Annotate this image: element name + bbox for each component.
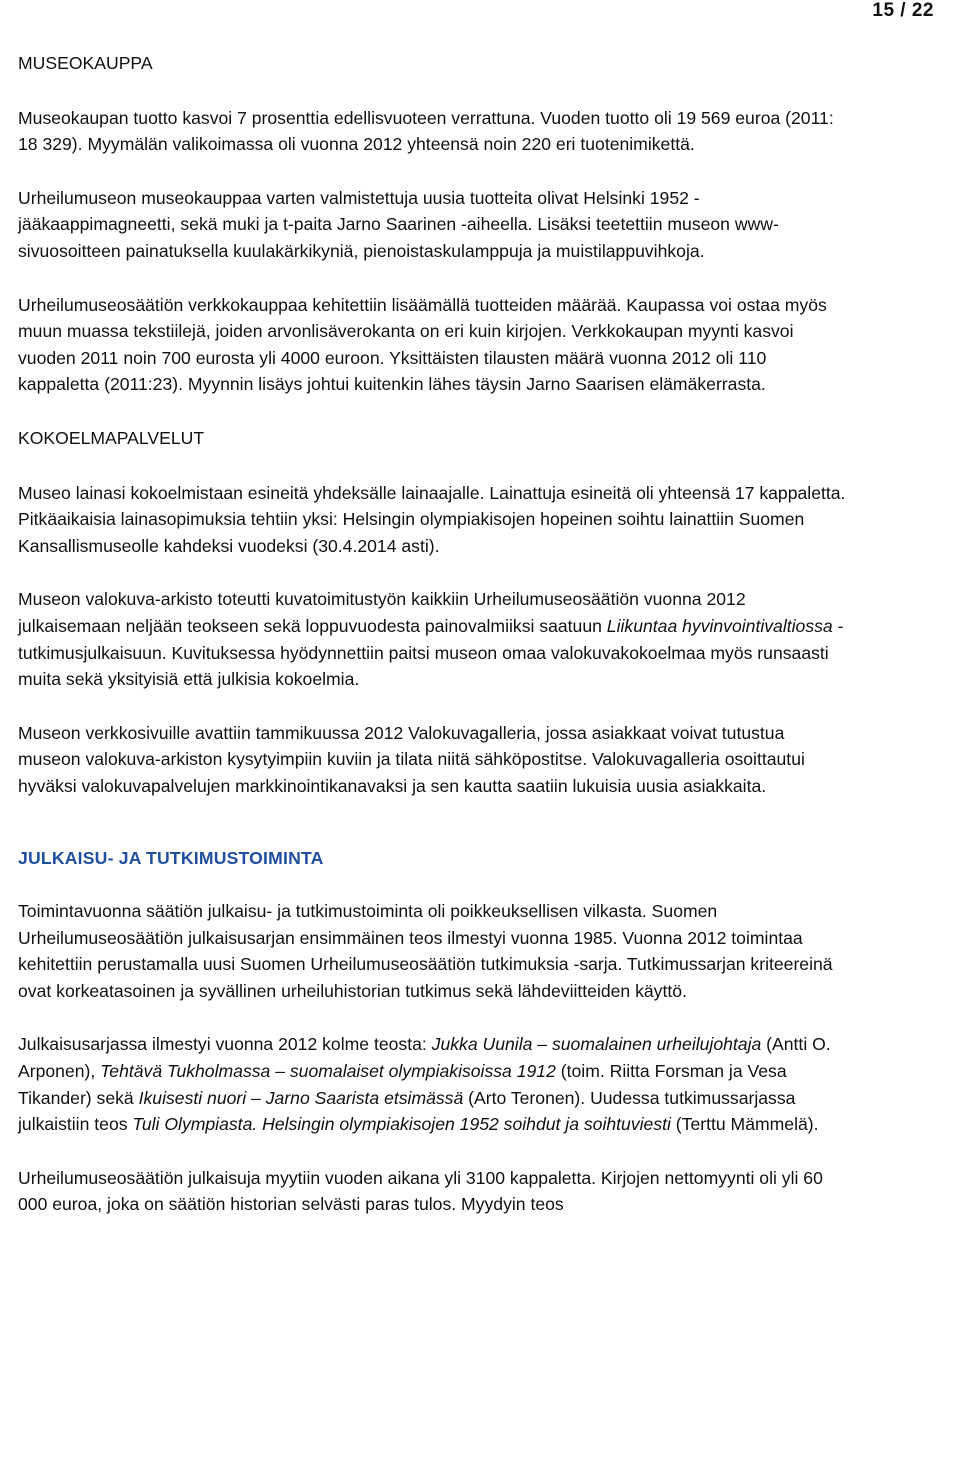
publication-title: Tehtävä Tukholmassa – suomalaiset olympiakisoissa 1912 <box>100 1061 556 1082</box>
paragraph: Museo lainasi kokoelmistaan esineitä yhdeksälle lainaajalle. Lainattuja esineitä oli yhteensä 17 kappaletta. Pitkäaikaisia lainasopimuksia tehtiin yksi: Helsingin olympiakisojen hopeinen soihtu lainattiin Suomen Kansallismuseolle kahdeksi vuodeksi (30.4.2014 asti). <box>18 482 846 556</box>
text-run: (Arto Teronen). Uudessa tutkimussarjassa julkaistiin teos <box>18 1087 796 1135</box>
section-heading-julkaisu: JULKAISU- JA TUTKIMUSTOIMINTA <box>18 848 324 869</box>
text-run: (toim. Riitta Forsman ja Vesa Tikander) sekä <box>18 1061 787 1108</box>
text-run: (Terttu Mämmelä). <box>670 1114 819 1135</box>
text-run: Museon valokuva-arkisto toteutti kuvatoimitustyön kaikkiin Urheilumuseosäätiön vuonna 2012 julkaisemaan neljään teokseen sekä loppuvuodesta painovalmiiksi saatuun <box>18 589 746 636</box>
document-body <box>18 50 848 1245</box>
publication-title: Ikuisesti nuori – Jarno Saarista etsimässä <box>138 1087 464 1108</box>
section-kokoelmapalvelut <box>18 425 848 800</box>
paragraph: Museokaupan tuotto kasvoi 7 prosenttia edellisvuoteen verrattuna. Vuoden tuotto oli 19 569 euroa (2011: 18 329). Myymälän valikoimassa oli vuonna 2012 yhteensä noin 220 eri tuotenimikettä. <box>18 107 834 155</box>
paragraph <box>18 586 848 692</box>
paragraph: Urheilumuseon museokauppaa varten valmistettuja uusia tuotteita olivat Helsinki 1952 -jääkaappimagneetti, sekä muki ja t-paita Jarno Saarinen -aiheella. Lisäksi teetettiin museon www-sivuosoitteen painatuksella kuulakärkikyniä, pienoistaskulamppuja ja muistilappuvihkoja. <box>18 187 779 261</box>
section-museokauppa <box>18 50 848 398</box>
page-number: 15 / 22 <box>872 0 934 21</box>
paragraph <box>18 1031 848 1137</box>
section-heading-kokoelmapalvelut: KOKOELMAPALVELUT <box>18 427 205 448</box>
text-run: -tutkimusjulkaisuun. Kuvituksessa hyödynnettiin paitsi museon omaa valokuvakokoelmaa myös runsaasti muita sekä yksityisiä että julkisia kokoelmia. <box>18 615 844 690</box>
section-julkaisu <box>18 845 848 1218</box>
text-run: Julkaisusarjassa ilmestyi vuonna 2012 kolme teosta: <box>18 1034 432 1055</box>
paragraph: Toimintavuonna säätiön julkaisu- ja tutkimustoiminta oli poikkeuksellisen vilkasta. Suomen Urheilumuseosäätiön julkaisusarjan ensimmäinen teos ilmestyi vuonna 1985. Vuonna 2012 toimintaa kehitettiin perustamalla uusi Suomen Urheilumuseosäätiön tutkimuksia -sarja. Tutkimussarjan kriteereinä ovat korkeatasoinen ja syvällinen urheiluhistorian tutkimus sekä lähdeviitteiden käyttö. <box>18 901 833 1001</box>
publication-title: Tuli Olympiasta. Helsingin olympiakisojen 1952 soihdut ja soihtuviesti <box>132 1114 671 1135</box>
publication-title: Liikuntaa hyvinvointivaltiossa <box>606 615 833 636</box>
paragraph: Museon verkkosivuille avattiin tammikuussa 2012 Valokuvagalleria, jossa asiakkaat voivat tutustua museon valokuva-arkiston kysytyimpiin kuviin ja tilata niitä sähköpostitse. Valokuvagalleria osoittautui hyväksi valokuvapalvelujen markkinointikanavaksi ja sen kautta saatiin lukuisia uusia asiakkaita. <box>18 722 805 796</box>
paragraph: Urheilumuseosäätiön verkkokauppaa kehitettiin lisäämällä tuotteiden määrää. Kaupassa voi ostaa myös muun muassa tekstiilejä, joiden arvonlisäverokanta on eri kuin kirjojen. Verkkokaupan myynti kasvoi vuoden 2011 noin 700 eurosta yli 4000 euroon. Yksittäisten tilausten määrä vuonna 2012 oli 110 kappaletta (2011:23). Myynnin lisäys johtui kuitenkin lähes täysin Jarno Saarisen elämäkerrasta. <box>18 294 827 395</box>
publication-title: Jukka Uunila – suomalainen urheilujohtaja <box>431 1034 762 1055</box>
text-run: (Antti O. Arponen), <box>18 1034 831 1082</box>
paragraph: Urheilumuseosäätiön julkaisuja myytiin vuoden aikana yli 3100 kappaletta. Kirjojen nettomyynti oli yli 60 000 euroa, joka on säätiön historian selvästi paras tulos. Myydyin teos <box>18 1167 823 1215</box>
section-heading-museokauppa: MUSEOKAUPPA <box>18 53 153 73</box>
